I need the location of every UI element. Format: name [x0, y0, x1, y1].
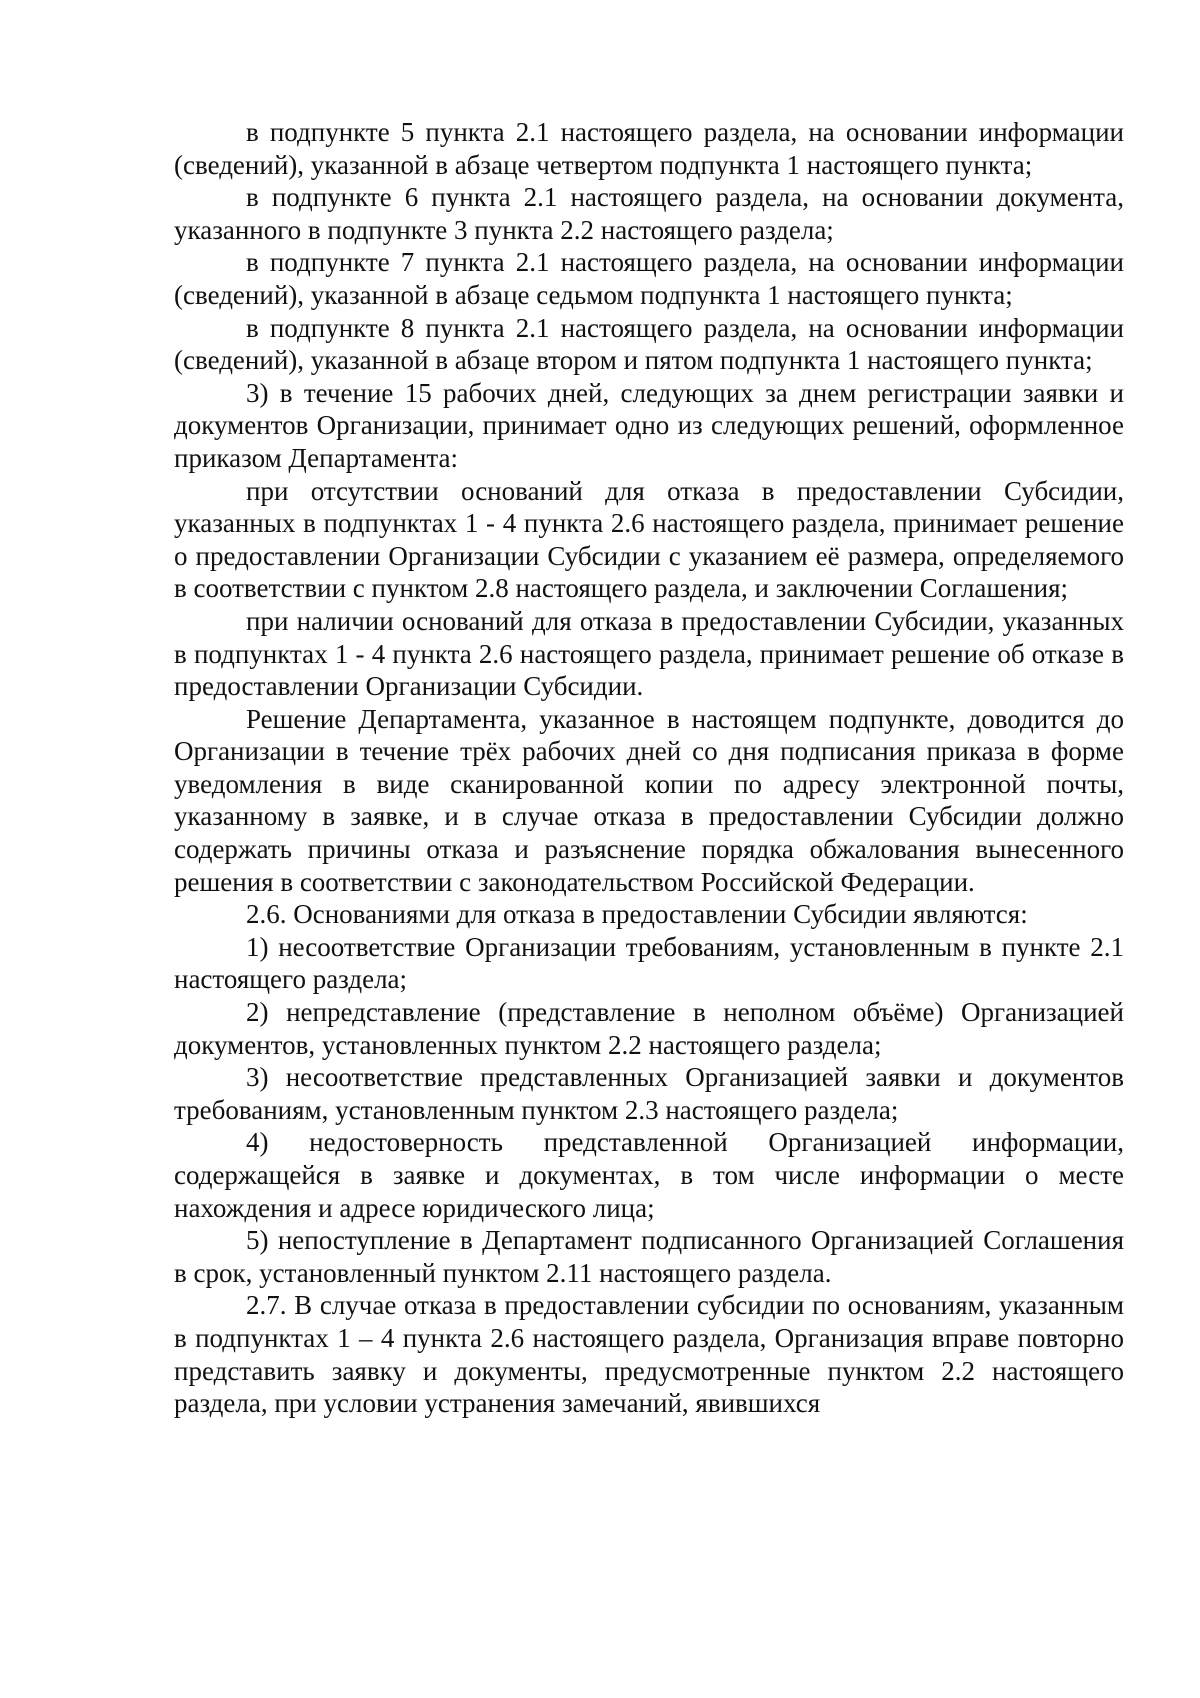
- paragraph-subpoint-5: в подпункте 5 пункта 2.1 настоящего раздела, на основании информации (сведений), указанной в абзаце четвертом подпункта 1 настоящего пункта;: [174, 117, 1124, 180]
- document-page: [174, 116, 1124, 1420]
- paragraph-decision-grant: при отсутствии оснований для отказа в предоставлении Субсидии, указанных в подпунктах 1 - 4 пункта 2.6 настоящего раздела, принимает решение о предоставлении Организации Субсидии с указанием её размера, определяемого в соответствии с пунктом 2.8 настоящего раздела, и заключении Соглашения;: [174, 475, 1124, 604]
- paragraph-decision-refusal: при наличии оснований для отказа в предоставлении Субсидии, указанных в подпунктах 1 - 4 пункта 2.6 настоящего раздела, принимает решение об отказе в предоставлении Организации Субсидии.: [174, 605, 1124, 702]
- paragraph-refusal-ground-5: 5) непоступление в Департамент подписанного Организацией Соглашения в срок, установленный пунктом 2.11 настоящего раздела.: [174, 1225, 1124, 1288]
- paragraph-refusal-ground-2: 2) непредставление (представление в неполном объёме) Организацией документов, установленных пунктом 2.2 настоящего раздела;: [174, 997, 1124, 1060]
- paragraph-refusal-ground-4: 4) недостоверность представленной Организацией информации, содержащейся в заявке и документах, в том числе информации о месте нахождения и адресе юридического лица;: [174, 1127, 1124, 1223]
- paragraph-subpoint-8: в подпункте 8 пункта 2.1 настоящего раздела, на основании информации (сведений), указанной в абзаце втором и пятом подпункта 1 настоящего пункта;: [174, 312, 1124, 376]
- paragraph-item-3: 3) в течение 15 рабочих дней, следующих за днем регистрации заявки и документов Организации, принимает одно из следующих решений, оформленное приказом Департамента:: [174, 377, 1124, 473]
- paragraph-subpoint-7: в подпункте 7 пункта 2.1 настоящего раздела, на основании информации (сведений), указанной в абзаце седьмом подпункта 1 настоящего пункта;: [174, 247, 1124, 310]
- paragraph-subpoint-6: в подпункте 6 пункта 2.1 настоящего раздела, на основании документа, указанного в подпункте 3 пункта 2.2 настоящего раздела;: [174, 182, 1124, 245]
- paragraph-section-2-7: 2.7. В случае отказа в предоставлении субсидии по основаниям, указанным в подпунктах 1 – 4 пункта 2.6 настоящего раздела, Организация вправе повторно представить заявку и документы, предусмотренные пунктом 2.2 настоящего раздела, при условии устранения замечаний, явившихся: [174, 1290, 1124, 1419]
- paragraph-decision-notification: Решение Департамента, указанное в настоящем подпункте, доводится до Организации в течение трёх рабочих дней со дня подписания приказа в форме уведомления в виде сканированной копии по адресу электронной почты, указанному в заявке, и в случае отказа в предоставлении Субсидии должно содержать причины отказа и разъяснение порядка обжалования вынесенного решения в соответствии с законодательством Российской Федерации.: [174, 703, 1124, 897]
- paragraph-section-2-6: 2.6. Основаниями для отказа в предоставлении Субсидии являются:: [246, 899, 1028, 930]
- paragraph-refusal-ground-3: 3) несоответствие представленных Организацией заявки и документов требованиям, установленным пунктом 2.3 настоящего раздела;: [174, 1062, 1124, 1125]
- paragraph-refusal-ground-1: 1) несоответствие Организации требованиям, установленным в пункте 2.1 настоящего раздела;: [174, 931, 1124, 995]
